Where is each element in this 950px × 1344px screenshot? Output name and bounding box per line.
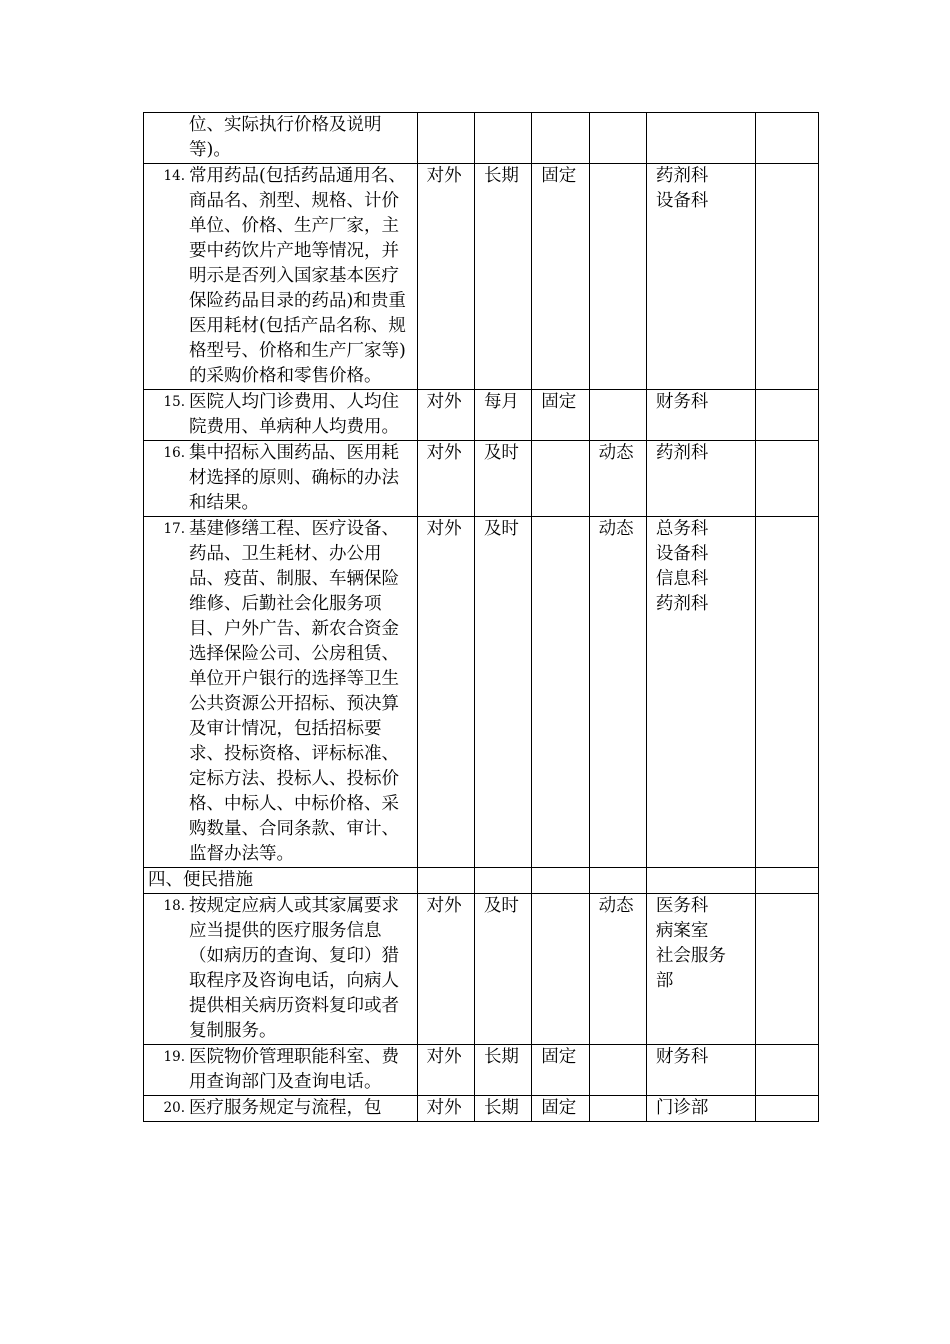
remark-cell: [755, 441, 818, 517]
dept-name: 药剂科: [655, 166, 709, 186]
table-row: [144, 517, 819, 868]
section-title-cell: [144, 868, 418, 894]
remark-cell: [755, 1096, 818, 1122]
dynamic-cell: [589, 441, 646, 517]
table-body: [144, 113, 819, 1122]
remark-cell: [755, 113, 818, 164]
fixed-value: 固定: [541, 1098, 577, 1118]
dynamic-cell: [589, 894, 646, 1045]
item-number: 17.: [163, 521, 185, 537]
table-row: [144, 390, 819, 441]
scope-cell: [417, 113, 474, 164]
fixed-cell: [532, 441, 589, 517]
fixed-value: 固定: [541, 392, 577, 412]
scope-cell: [417, 1096, 474, 1122]
dept-name: 信息科: [655, 569, 709, 589]
scope-value: 对外: [426, 1098, 462, 1118]
section-title: 四、便民措施: [148, 870, 253, 890]
period-cell: [474, 164, 531, 390]
period-value: 及时: [483, 519, 519, 539]
dept-name: 设备科: [655, 191, 709, 211]
fixed-cell: [532, 1096, 589, 1122]
dept-name: 部: [655, 971, 674, 991]
remark-cell: [755, 894, 818, 1045]
dept-name: 药剂科: [655, 594, 709, 614]
scope-cell: [417, 517, 474, 868]
scope-value: 对外: [426, 392, 462, 412]
table-row: [144, 441, 819, 517]
scope-value: 对外: [426, 166, 462, 186]
dept-name: 医务科: [655, 896, 709, 916]
remark-cell: [755, 164, 818, 390]
table-row: [144, 164, 819, 390]
remark-cell: [755, 517, 818, 868]
dept-cell: [646, 1045, 755, 1096]
fixed-cell: [532, 517, 589, 868]
dynamic-cell: [589, 113, 646, 164]
dept-name: 设备科: [655, 544, 709, 564]
period-value: 及时: [483, 896, 519, 916]
item-number: 14.: [163, 168, 185, 184]
period-cell: [474, 113, 531, 164]
period-cell: [474, 1096, 531, 1122]
dynamic-cell: [589, 1096, 646, 1122]
period-value: 每月: [483, 392, 519, 412]
scope-cell: [417, 894, 474, 1045]
item-text: 按规定应病人或其家属要求应当提供的医疗服务信息（如病历的查询、复印）猎取程序及咨询电话，向病人提供相关病历资料复印或者复制服务。: [189, 896, 399, 1041]
dept-name: 门诊部: [655, 1098, 709, 1118]
scope-cell: [417, 164, 474, 390]
dept-name: 药剂科: [655, 443, 709, 463]
item-text: 医疗服务规定与流程，包: [189, 1098, 382, 1118]
dept-name: 病案室: [655, 921, 709, 941]
period-value: 及时: [483, 443, 519, 463]
dynamic-cell: [589, 1045, 646, 1096]
period-value: 长期: [483, 1047, 519, 1067]
period-value: 长期: [483, 166, 519, 186]
fixed-cell: [532, 1045, 589, 1096]
dynamic-cell: [589, 517, 646, 868]
empty-cell: [417, 868, 474, 894]
fixed-cell: [532, 894, 589, 1045]
item-cell: [144, 517, 418, 868]
item-cell: [144, 113, 418, 164]
section-row: [144, 868, 819, 894]
scope-value: 对外: [426, 896, 462, 916]
scope-value: 对外: [426, 519, 462, 539]
empty-cell: [755, 868, 818, 894]
item-number: 16.: [163, 445, 185, 461]
disclosure-table: [143, 112, 819, 1122]
scope-cell: [417, 390, 474, 441]
fixed-cell: [532, 164, 589, 390]
period-cell: [474, 894, 531, 1045]
item-text: 常用药品(包括药品通用名、商品名、剂型、规格、计价单位、价格、生产厂家，主要中药饮片产地等情况，并明示是否列入国家基本医疗保险药品目录的药品)和贵重医用耗材(包括产品名称、规格型号、价格和生产厂家等)的采购价格和零售价格。: [189, 166, 406, 386]
dept-cell: [646, 113, 755, 164]
dept-name: 财务科: [655, 392, 709, 412]
item-text: 集中招标入围药品、医用耗材选择的原则、确标的办法和结果。: [189, 443, 399, 513]
item-number: 20.: [163, 1100, 185, 1116]
dept-name: 总务科: [655, 519, 709, 539]
item-cell: [144, 164, 418, 390]
item-cell: [144, 894, 418, 1045]
item-cell: [144, 1096, 418, 1122]
dept-cell: [646, 517, 755, 868]
empty-cell: [474, 868, 531, 894]
dynamic-value: 动态: [598, 443, 634, 463]
dept-name: 社会服务: [655, 946, 726, 966]
dept-cell: [646, 390, 755, 441]
dynamic-value: 动态: [598, 519, 634, 539]
item-cell: [144, 1045, 418, 1096]
item-text: 位、实际执行价格及说明等)。: [189, 115, 382, 160]
dept-cell: [646, 894, 755, 1045]
item-number: [144, 113, 188, 163]
item-number: 19.: [163, 1049, 185, 1065]
dynamic-cell: [589, 164, 646, 390]
table-row: [144, 113, 819, 164]
item-number: 15.: [163, 394, 185, 410]
period-cell: [474, 517, 531, 868]
period-value: 长期: [483, 1098, 519, 1118]
dynamic-cell: [589, 390, 646, 441]
remark-cell: [755, 390, 818, 441]
empty-cell: [646, 868, 755, 894]
dynamic-value: 动态: [598, 896, 634, 916]
item-text: 医院物价管理职能科室、费用查询部门及查询电话。: [189, 1047, 399, 1092]
dept-cell: [646, 1096, 755, 1122]
item-text: 医院人均门诊费用、人均住院费用、单病种人均费用。: [189, 392, 399, 437]
scope-value: 对外: [426, 443, 462, 463]
period-cell: [474, 1045, 531, 1096]
fixed-cell: [532, 390, 589, 441]
fixed-value: 固定: [541, 166, 577, 186]
period-cell: [474, 390, 531, 441]
table-row: [144, 1096, 819, 1122]
remark-cell: [755, 1045, 818, 1096]
item-cell: [144, 441, 418, 517]
dept-name: 财务科: [655, 1047, 709, 1067]
scope-cell: [417, 441, 474, 517]
period-cell: [474, 441, 531, 517]
dept-cell: [646, 164, 755, 390]
item-text: 基建修缮工程、医疗设备、药品、卫生耗材、办公用品、疫苗、制服、车辆保险维修、后勤社会化服务项目、户外广告、新农合资金选择保险公司、公房租赁、单位开户银行的选择等卫生公共资源公开招标、预决算及审计情况，包括招标要求、投标资格、评标标准、定标方法、投标人、投标价格、中标人、中标价格、采购数量、合同条款、审计、监督办法等。: [189, 519, 399, 864]
item-cell: [144, 390, 418, 441]
fixed-value: 固定: [541, 1047, 577, 1067]
item-number: 18.: [163, 898, 185, 914]
dept-cell: [646, 441, 755, 517]
table-row: [144, 1045, 819, 1096]
empty-cell: [532, 868, 589, 894]
table-row: [144, 894, 819, 1045]
scope-cell: [417, 1045, 474, 1096]
scope-value: 对外: [426, 1047, 462, 1067]
fixed-cell: [532, 113, 589, 164]
empty-cell: [589, 868, 646, 894]
